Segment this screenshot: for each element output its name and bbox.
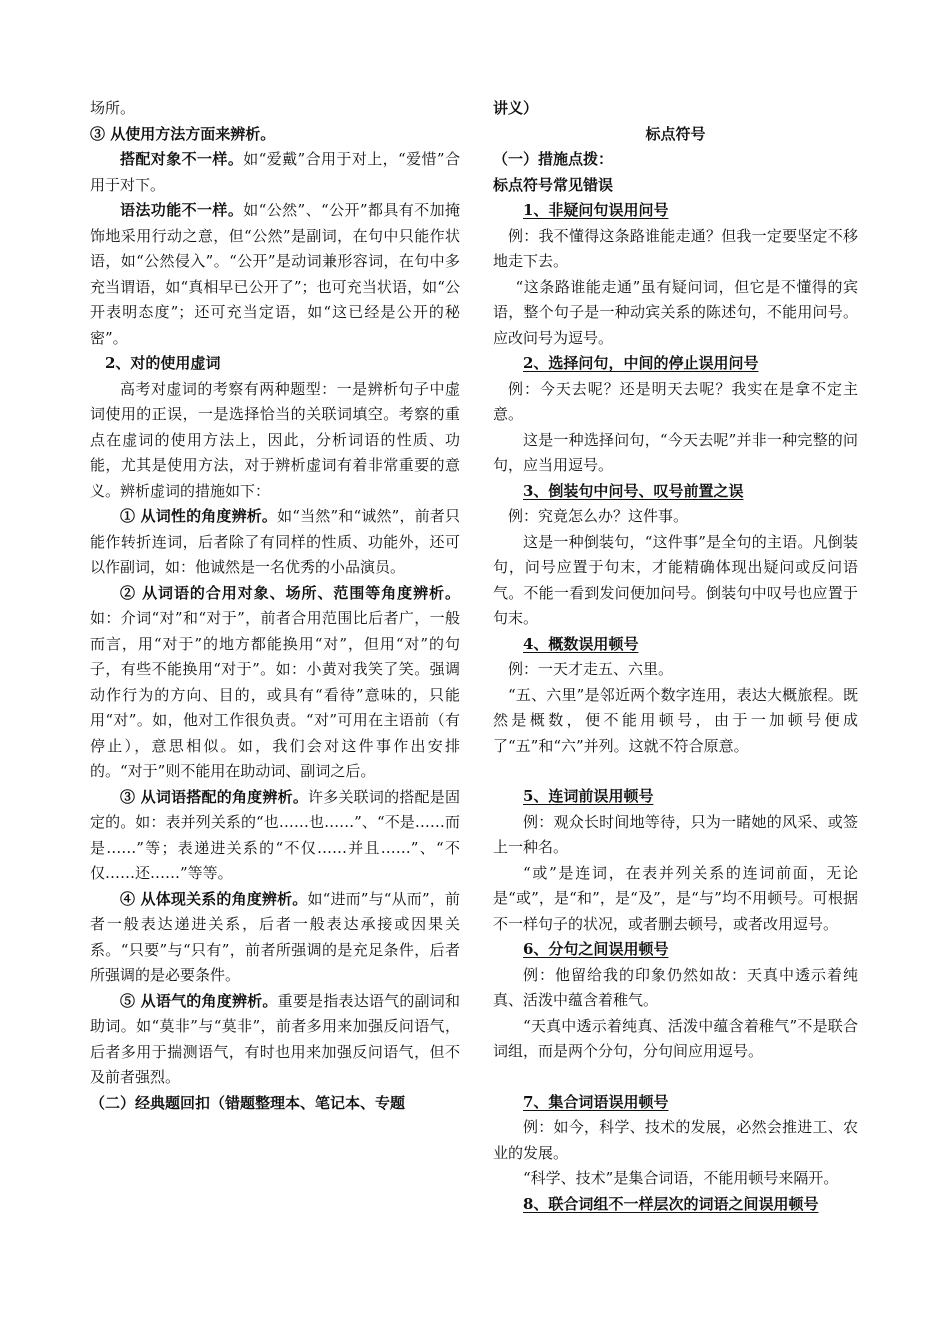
error-heading: 8、联合词组不一样层次的词语之间误用顿号: [523, 1194, 819, 1213]
paragraph: ④ 从体现关系的角度辨析。如“进而”与“从而”，前者一般表达递进关系，后者一般表达承接或因果关系。“只要”与“只有”，前者所强调的是充足条件，后者所强调的是必要条件。: [90, 889, 460, 984]
error-heading: 2、选择问句，中间的停止误用问号: [523, 354, 759, 372]
spacer: [493, 759, 858, 784]
explanation: “天真中透示着纯真、活泼中蕴含着稚气”不是联合词组，而是两个分句，分句间应用逗号。: [493, 1016, 858, 1060]
paragraph: ① 从词性的角度辨析。如“当然”和“诚然”，前者只能作转折连词，后者除了有同样的性质、功能外，还可以作副词，如：他诚然是一名优秀的小品演员。: [90, 507, 460, 576]
paragraph: ② 从词语的合用对象、场所、范围等角度辨析。如：介词“对”和“对于”，前者合用范围比后者广，一般而言，用“对于”的地方都能换用“对”，但用“对”的句子，有些不能换用“对于”。如：小黄对我笑了笑。强调动作行为的方向、目的，或具有“看待”意味的，只能用“对”。如，他对工作很负责。“对”可用在主语前（有停止），意思相似。如，我们会对这件事作出安排的。“对于”则不能用在助动词、副词之后。: [90, 583, 460, 780]
subheading: ③ 从使用方法方面来辨析。: [90, 124, 276, 143]
paragraph: 场所。: [90, 99, 136, 117]
error-heading: 1、非疑问句误用问号: [523, 201, 669, 219]
subheading: 2、对的使用虚词: [105, 354, 221, 372]
example: 例：他留给我的印象仍然如故：天真中透示着纯真、活泼中蕴含着稚气。: [493, 965, 858, 1009]
page-title: 标点符号: [645, 124, 706, 143]
error-heading: 5、连词前误用顿号: [523, 787, 654, 805]
error-heading: 7、集合词语误用顿号: [523, 1092, 669, 1111]
example: 例：一天才走五、六里。: [508, 660, 674, 678]
paragraph: 高考对虚词的考察有两种题型：一是辨析句子中虚词使用的正误，一是选择恰当的关联词填空。考察的重点在虚词的使用方法上，因此，分析词语的性质、功能，尤其是使用方法，对于辨析虚词有着非常重要的意义。辨析虚词的措施如下：: [90, 379, 460, 500]
spacer: [493, 1065, 858, 1090]
paragraph: 语法功能不一样。如“公然”、“公开”都具有不加掩饰地采用行动之意，但“公然”是副词，在句中只能作状语，如“公然侵入”。“公开”是动词兼形容词，在句中多充当谓语，如“真相早已公开了”；也可充当状语，如“公开表明态度”；还可充当定语，如“这已经是公开的秘密”。: [90, 201, 460, 347]
subheading: 标点符号常见错误: [493, 175, 614, 194]
explanation: “科学、技术”是集合词语，不能用顿号来隔开。: [523, 1169, 839, 1187]
explanation: 这是一种选择问句，“今天去呢”并非一种完整的问句，应当用逗号。: [493, 430, 858, 474]
paragraph: 搭配对象不一样。如“爱戴”合用于对上，“爱惜”合用于对下。: [90, 150, 460, 194]
example: 例：究竟怎么办？这件事。: [508, 507, 689, 525]
explanation: “这条路谁能走通”虽有疑问词，但它是不懂得的宾语，整个句子是一种动宾关系的陈述句，不能用问号。应改问号为逗号。: [493, 277, 858, 347]
example: 例：今天去呢？还是明天去呢？我实在是拿不定主意。: [493, 379, 858, 423]
example: 例：我不懂得这条路谁能走通？但我一定要坚定不移地走下去。: [493, 226, 858, 270]
right-column: [493, 96, 858, 1217]
explanation: “或”是连词，在表并列关系的连词前面，无论是“或”，是“和”，是“及”，是“与”均不用顿号。可根据不一样句子的状况，或者删去顿号，或者改用逗号。: [493, 863, 858, 933]
left-column: [90, 96, 460, 1116]
error-heading: 6、分句之间误用顿号: [523, 940, 669, 958]
section-heading: （一）措施点拨：: [493, 150, 614, 168]
example: 例：如今，科学、技术的发展，必然会推进工、农业的发展。: [493, 1118, 858, 1162]
paragraph: ⑤ 从语气的角度辨析。重要是指表达语气的副词和助词。如“莫非”与“莫非”，前者多用来加强反问语气，后者多用于揣测语气，有时也用来加强反问语气，但不及前者强烈。: [90, 991, 460, 1086]
explanation: 这是一种倒装句，“这件事”是全句的主语。凡倒装句，问号应置于句末，才能精确体现出疑问或反问语气。不能一看到发问便加问号。倒装句中叹号也应置于句末。: [493, 532, 858, 627]
section-heading: （二）经典题回扣（错题整理本、笔记本、专题: [90, 1093, 406, 1112]
example: 例：观众长时间地等待，只为一睹她的风采、或签上一种名。: [493, 812, 858, 856]
error-heading: 4、概数误用顿号: [523, 634, 639, 653]
paragraph: ③ 从词语搭配的角度辨析。许多关联词的搭配是固定的。如：表并列关系的“也……也……”、“不是……而是……”等；表递进关系的“不仅……并且……”、“不仅……还……”等等。: [90, 787, 460, 882]
error-heading: 3、倒装句中问号、叹号前置之误: [523, 481, 744, 500]
section-heading: 讲义）: [493, 99, 539, 117]
explanation: “五、六里”是邻近两个数字连用，表达大概旅程。既然是概数，便不能用顿号，由于一加顿号便成了“五”和“六”并列。这就不符合原意。: [493, 685, 858, 755]
